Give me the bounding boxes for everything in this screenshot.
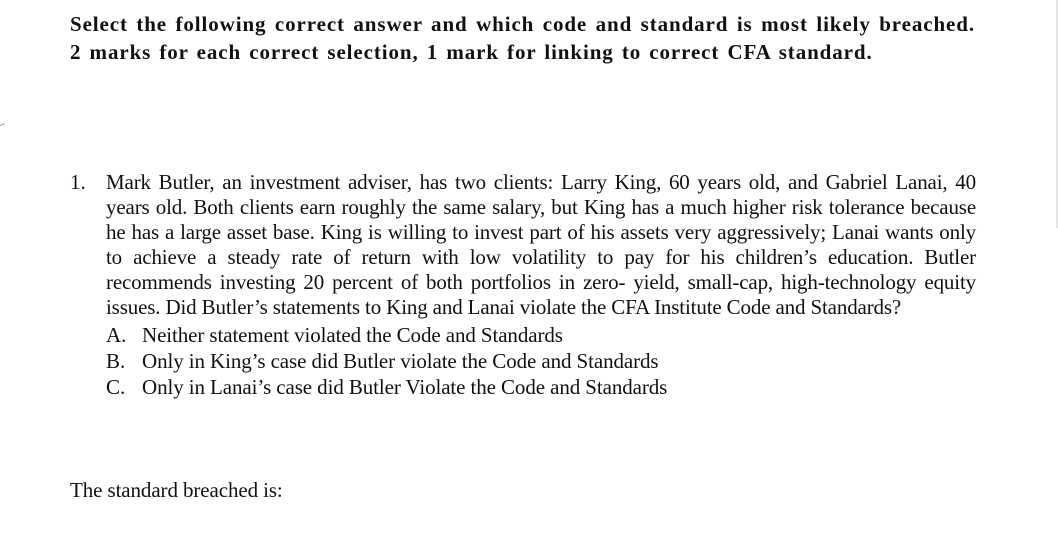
option-letter: A.: [106, 323, 127, 347]
option-b[interactable]: [106, 348, 976, 374]
question-number: 1.: [70, 170, 86, 194]
option-a[interactable]: [106, 322, 976, 348]
standard-breached-label: The standard breached is:: [70, 478, 283, 502]
instructions-text: Select the following correct answer and which code and standard is most likely breached. 2 marks for each correct selection, 1 mark for linking to correct CFA standard.: [70, 12, 975, 64]
option-text: Only in Lanai’s case did Butler Violate the Code and Standards: [142, 375, 668, 399]
option-text: Only in King’s case did Butler violate the Code and Standards: [142, 349, 659, 373]
question-1: [70, 170, 976, 400]
option-c[interactable]: [106, 374, 976, 400]
margin-mark: [0, 123, 7, 130]
option-text: Neither statement violated the Code and Standards: [142, 323, 563, 347]
option-letter: B.: [106, 349, 126, 373]
answer-options: [106, 322, 976, 400]
question-text: Mark Butler, an investment adviser, has two clients: Larry King, 60 years old, and Gabriel Lanai, 40 years old. Both clients earn roughly the same salary, but King has a much higher risk tolerance because he has a large asset base. King is willing to invest part of his assets very aggressively; Lanai wants only to achieve a steady rate of return with low volatility to pay for his children’s education. Butler recommends investing 20 percent of both portfolios in zero- yield, small-cap, high-technology equity issues. Did Butler’s statements to King and Lanai violate the CFA Institute Code and Standards?: [106, 170, 976, 319]
option-letter: C.: [106, 375, 126, 399]
